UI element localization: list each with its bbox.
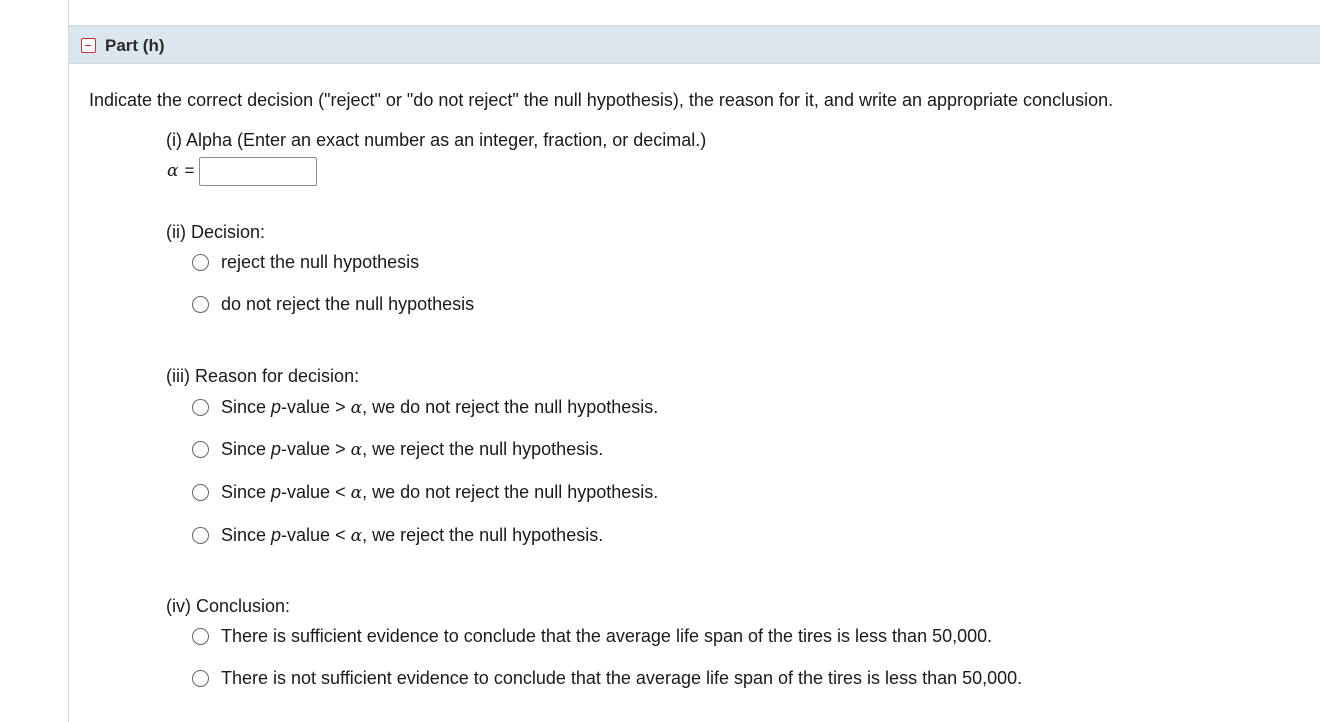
- radio-button[interactable]: [192, 628, 209, 645]
- decision-option-do-not-reject[interactable]: [192, 293, 474, 315]
- radio-button[interactable]: [192, 441, 209, 458]
- reason-option-label: Since p-value > α, we do not reject the null hypothesis.: [221, 396, 659, 418]
- decision-label: (ii) Decision:: [166, 222, 266, 242]
- minus-square-icon[interactable]: [81, 38, 96, 53]
- radio-button[interactable]: [192, 527, 209, 544]
- alpha-row: [167, 156, 317, 186]
- alpha-equals: =: [184, 161, 195, 180]
- left-divider: [68, 0, 69, 722]
- reason-option-1[interactable]: [192, 396, 658, 418]
- reason-option-3[interactable]: [192, 481, 658, 503]
- conclusion-option-not-sufficient[interactable]: [192, 667, 1022, 689]
- decision-option-reject[interactable]: [192, 251, 419, 273]
- alpha-question-label: (i) Alpha (Enter an exact number as an integer, fraction, or decimal.): [166, 130, 707, 150]
- reason-option-4[interactable]: [192, 524, 603, 546]
- radio-button[interactable]: [192, 254, 209, 271]
- reason-option-label: Since p-value > α, we reject the null hypothesis.: [221, 438, 604, 460]
- radio-button[interactable]: [192, 484, 209, 501]
- conclusion-option-label: There is not sufficient evidence to conclude that the average life span of the tires is less than 50,000.: [221, 667, 1023, 688]
- alpha-symbol: α: [167, 161, 179, 181]
- reason-option-label: Since p-value < α, we reject the null hypothesis.: [221, 524, 604, 546]
- part-title: Part (h): [105, 36, 165, 55]
- alpha-input[interactable]: [199, 157, 317, 186]
- decision-option-label: do not reject the null hypothesis: [221, 293, 475, 314]
- reason-option-label: Since p-value < α, we do not reject the null hypothesis.: [221, 481, 659, 503]
- radio-button[interactable]: [192, 296, 209, 313]
- conclusion-option-label: There is sufficient evidence to conclude that the average life span of the tires is less than 50,000.: [221, 625, 993, 646]
- radio-button[interactable]: [192, 670, 209, 687]
- conclusion-option-sufficient[interactable]: [192, 625, 992, 647]
- reason-label: (iii) Reason for decision:: [166, 366, 360, 386]
- part-header: [69, 25, 1320, 64]
- radio-button[interactable]: [192, 399, 209, 416]
- decision-option-label: reject the null hypothesis: [221, 251, 420, 272]
- reason-option-2[interactable]: [192, 438, 603, 460]
- instruction-text: Indicate the correct decision ("reject" or "do not reject" the null hypothesis), the reason for it, and write an appropriate conclusion.: [89, 90, 1114, 110]
- conclusion-label: (iv) Conclusion:: [166, 596, 291, 616]
